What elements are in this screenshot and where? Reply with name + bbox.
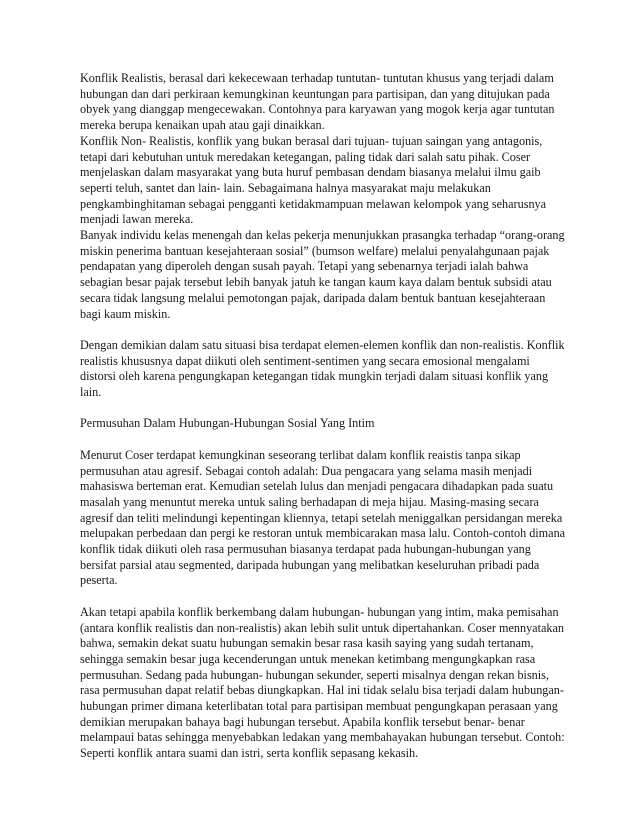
document-body — [80, 71, 568, 762]
paragraph-dengan-demikian: Dengan demikian dalam satu situasi bisa terdapat elemen-elemen konflik dan non-realistis. Konflik realistis khususnya dapat diikuti oleh sentiment-sentimen yang secara emosional mengalami distorsi oleh karena pengungkapan ketegangan tidak mungkin terjadi dalam situasi konflik yang lain. — [80, 337, 565, 400]
paragraph-banyak-individu: Banyak individu kelas menengah dan kelas pekerja menunjukkan prasangka terhadap “orang-orang miskin penerima bantuan kesejahteraan sosial” (bumson welfare) melalui penyalahgunaan pajak pendapatan yang diperoleh dengan susah payah. Tetapi yang sebenarnya terjadi ialah bahwa sebagian besar pajak tersebut lebih banyak jatuh ke tangan kaum kaya dalam bentuk subsidi atau secara tidak langsung melalui pemotongan pajak, daripada dalam bentuk bantuan kesejahteraan bagi kaum miskin. — [80, 228, 565, 321]
section-heading-permusuhan: Permusuhan Dalam Hubungan-Hubungan Sosial Yang Intim — [80, 416, 375, 431]
paragraph-menurut-coser: Menurut Coser terdapat kemungkinan seseorang terlibat dalam konflik reaistis tanpa sikap permusuhan atau agresif. Sebagai contoh adalah: Dua pengacara yang selama masih menjadi mahasiswa berteman erat. Kemudian setelah lulus dan menjadi pengacara dihadapkan pada suatu masalah yang menuntut mereka untuk saling berhadapan di meja hijau. Masing-masing secara agresif dan teliti melindungi kepentingan kliennya, tetapi setelah meniggalkan persidangan mereka melupakan perbedaan dan pergi ke restoran untuk membicarakan masa lalu. Contoh-contoh dimana konflik tidak diikuti oleh rasa permusuhan biasanya terdapat pada hubungan-hubungan yang bersifat parsial atau segmented, daripada hubungan yang melibatkan keseluruhan pribadi pada peserta. — [80, 447, 566, 588]
paragraph-konflik-non-realistis: Konflik Non- Realistis, konflik yang bukan berasal dari tujuan- tujuan saingan yang antagonis, tetapi dari kebutuhan untuk meredakan ketegangan, paling tidak dari salah satu pihak. Coser menjelaskan dalam masyarakat yang buta huruf pembasan dendam biasanya melalui ilmu gaib seperti teluh, santet dan lain- lain. Sebagaimana halnya masyarakat maju melakukan pengkambinghitaman sebagai pengganti ketidakmampuan melawan kelompok yang seharusnya menjadi lawan mereka. — [80, 133, 547, 227]
paragraph-akan-tetapi: Akan tetapi apabila konflik berkembang dalam hubungan- hubungan yang intim, maka pemisahan (antara konflik realistis dan non-realistis) akan lebih sulit untuk dipertahankan. Coser mennyatakan bahwa, semakin dekat suatu hubungan semakin besar rasa kasih saying yang sudah tertanam, sehingga semakin besar juga kecenderungan untuk menekan ketimbang mengungkapkan rasa permusuhan. Sedang pada hubungan- hubungan sekunder, seperti misalnya dengan rekan bisnis, rasa permusuhan dapat relatif bebas diungkapkan. Hal ini tidak selalu bisa terjadi dalam hubungan- hubungan primer dimana keterlibatan total para partisipan membuat pengungkapan perasaan yang demikian merupakan bahaya bagi hubungan tersebut. Apabila konflik tersebut benar- benar melampaui batas sehingga menyebabkan ledakan yang membahayakan hubungan tersebut. Contoh: Seperti konflik antara suami dan istri, serta konflik sepasang kekasih. — [80, 604, 565, 761]
paragraph-konflik-realistis: Konflik Realistis, berasal dari kekecewaan terhadap tuntutan- tuntutan khusus yang terjadi dalam hubungan dan dari perkiraan kemungkinan keuntungan para partisipan, dan yang ditujukan pada obyek yang dianggap mengecewakan. Contohnya para karyawan yang mogok kerja agar tuntutan mereka berupa kenaikan upah atau gaji dinaikkan. — [80, 71, 555, 133]
